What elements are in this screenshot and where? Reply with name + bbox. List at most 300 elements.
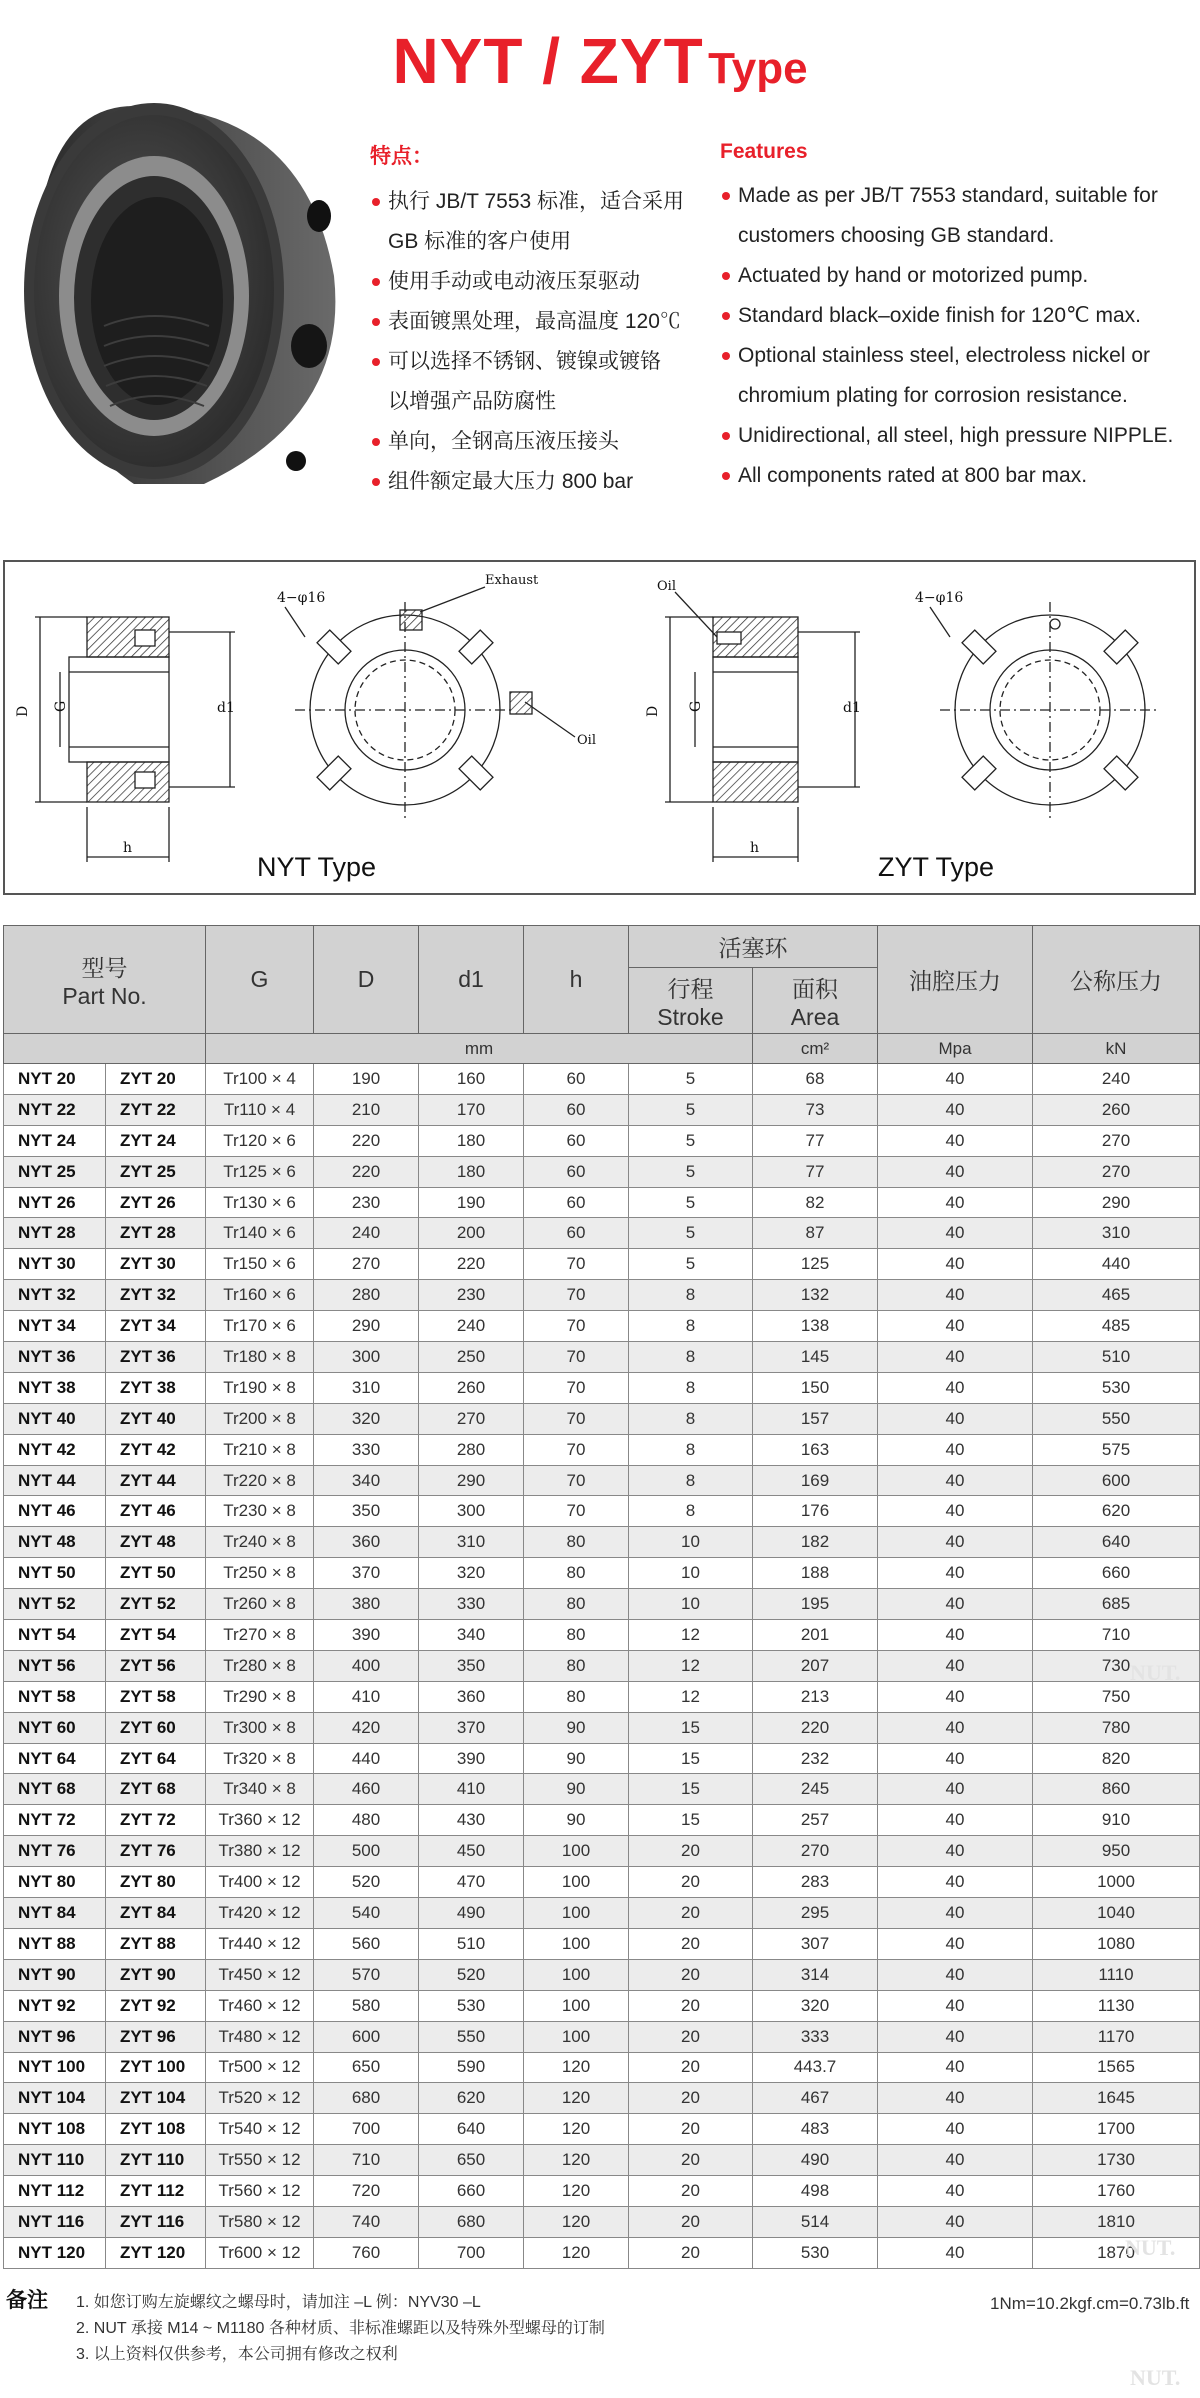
zyt-type-label: ZYT Type <box>878 852 995 882</box>
feature-cn-item: 单向，全钢高压液压接头 <box>370 422 710 462</box>
spec-cell: 310 <box>419 1527 524 1558</box>
part-no-cell: ZYT 34 <box>106 1311 206 1342</box>
watermark-bottom: NUT. <box>1130 2365 1181 2390</box>
spec-cell: 1170 <box>1033 2021 1200 2052</box>
spec-cell: 40 <box>878 1218 1033 1249</box>
table-row <box>4 1805 1200 1836</box>
spec-cell: 40 <box>878 1496 1033 1527</box>
spec-cell: 20 <box>629 1836 753 1867</box>
table-row <box>4 1743 1200 1774</box>
header-piston: 活塞环 <box>629 926 878 968</box>
unit-blank <box>4 1034 206 1064</box>
spec-cell: Tr100 × 4 <box>206 1064 314 1095</box>
spec-cell: 220 <box>753 1712 878 1743</box>
unit-force: kN <box>1033 1034 1200 1064</box>
spec-cell: 440 <box>1033 1249 1200 1280</box>
table-row <box>4 2145 1200 2176</box>
spec-cell: 70 <box>524 1465 629 1496</box>
part-no-cell: NYT 58 <box>4 1681 106 1712</box>
header-part-en: Part No. <box>62 982 147 1009</box>
spec-cell: 5 <box>629 1064 753 1095</box>
spec-cell: Tr600 × 12 <box>206 2237 314 2268</box>
spec-cell: 40 <box>878 1712 1033 1743</box>
spec-cell: 8 <box>629 1496 753 1527</box>
spec-cell: 245 <box>753 1774 878 1805</box>
spec-cell: 485 <box>1033 1311 1200 1342</box>
spec-cell: 100 <box>524 1867 629 1898</box>
spec-cell: 8 <box>629 1311 753 1342</box>
header-nominal-force: 公称压力 <box>1033 926 1200 1034</box>
exhaust-label: Exhaust <box>485 573 539 588</box>
feature-en-item: Made as per JB/T 7553 standard, suitable for <box>720 176 1200 216</box>
part-no-cell: NYT 100 <box>4 2052 106 2083</box>
header-D: D <box>314 926 419 1034</box>
part-no-cell: NYT 116 <box>4 2206 106 2237</box>
spec-cell: Tr360 × 12 <box>206 1805 314 1836</box>
spec-cell: 280 <box>419 1434 524 1465</box>
spec-cell: Tr580 × 12 <box>206 2206 314 2237</box>
nyt-type-label: NYT Type <box>257 852 377 882</box>
spec-cell: 1040 <box>1033 1898 1200 1929</box>
spec-cell: Tr440 × 12 <box>206 1928 314 1959</box>
spec-cell: 270 <box>419 1403 524 1434</box>
spec-cell: 620 <box>1033 1496 1200 1527</box>
spec-cell: 120 <box>524 2206 629 2237</box>
spec-cell: 100 <box>524 1928 629 1959</box>
watermark-low: NUT. <box>1125 2235 1176 2260</box>
spec-cell: Tr240 × 8 <box>206 1527 314 1558</box>
spec-cell: 90 <box>524 1774 629 1805</box>
spec-cell: 400 <box>314 1650 419 1681</box>
header-h: h <box>524 926 629 1034</box>
spec-cell: 60 <box>524 1218 629 1249</box>
spec-cell: 40 <box>878 1650 1033 1681</box>
spec-cell: 40 <box>878 1342 1033 1373</box>
spec-cell: 40 <box>878 1280 1033 1311</box>
spec-cell: Tr380 × 12 <box>206 1836 314 1867</box>
spec-cell: 70 <box>524 1311 629 1342</box>
feature-cn-item: GB 标准的客户使用 <box>388 230 572 253</box>
spec-cell: 40 <box>878 1774 1033 1805</box>
table-row <box>4 1836 1200 1867</box>
spec-cell: 60 <box>524 1094 629 1125</box>
spec-cell: 1130 <box>1033 1990 1200 2021</box>
spec-cell: 40 <box>878 1403 1033 1434</box>
spec-cell: Tr120 × 6 <box>206 1125 314 1156</box>
spec-cell: 257 <box>753 1805 878 1836</box>
table-row <box>4 2237 1200 2268</box>
spec-cell: Tr180 × 8 <box>206 1342 314 1373</box>
table-row <box>4 1156 1200 1187</box>
part-no-cell: ZYT 90 <box>106 1959 206 1990</box>
spec-cell: 260 <box>1033 1094 1200 1125</box>
spec-cell: Tr550 × 12 <box>206 2145 314 2176</box>
table-row <box>4 1218 1200 1249</box>
spec-cell: Tr520 × 12 <box>206 2083 314 2114</box>
spec-cell: 40 <box>878 2206 1033 2237</box>
header-d1: d1 <box>419 926 524 1034</box>
spec-cell: Tr260 × 8 <box>206 1589 314 1620</box>
feature-cn-item: 使用手动或电动液压泵驱动 <box>370 262 710 302</box>
spec-cell: 40 <box>878 1620 1033 1651</box>
part-no-cell: ZYT 25 <box>106 1156 206 1187</box>
spec-cell: 8 <box>629 1434 753 1465</box>
spec-cell: 40 <box>878 1434 1033 1465</box>
spec-cell: 70 <box>524 1372 629 1403</box>
spec-cell: 70 <box>524 1434 629 1465</box>
part-no-cell: ZYT 38 <box>106 1372 206 1403</box>
spec-cell: 20 <box>629 2237 753 2268</box>
feature-cn-item: 执行 JB/T 7553 标准，适合采用 <box>370 182 710 222</box>
header-G: G <box>206 926 314 1034</box>
spec-cell: 700 <box>314 2114 419 2145</box>
spec-cell: 1080 <box>1033 1928 1200 1959</box>
spec-cell: Tr150 × 6 <box>206 1249 314 1280</box>
part-no-cell: NYT 80 <box>4 1867 106 1898</box>
part-no-cell: NYT 54 <box>4 1620 106 1651</box>
part-no-cell: ZYT 26 <box>106 1187 206 1218</box>
feature-en-item: Actuated by hand or motorized pump. <box>720 256 1200 296</box>
spec-cell: 70 <box>524 1496 629 1527</box>
part-no-cell: NYT 25 <box>4 1156 106 1187</box>
spec-cell: 483 <box>753 2114 878 2145</box>
spec-cell: 80 <box>524 1650 629 1681</box>
spec-cell: 40 <box>878 1527 1033 1558</box>
spec-cell: 330 <box>314 1434 419 1465</box>
spec-cell: 20 <box>629 2206 753 2237</box>
spec-cell: 82 <box>753 1187 878 1218</box>
dim-h-zyt: h <box>750 840 760 856</box>
spec-cell: 40 <box>878 1156 1033 1187</box>
features-chinese <box>370 140 710 502</box>
part-no-cell: NYT 34 <box>4 1311 106 1342</box>
spec-cell: 20 <box>629 1959 753 1990</box>
feature-en-item: Optional stainless steel, electroless nickel or <box>720 336 1200 376</box>
spec-cell: 420 <box>314 1712 419 1743</box>
spec-cell: 300 <box>314 1342 419 1373</box>
spec-cell: 138 <box>753 1311 878 1342</box>
spec-cell: 182 <box>753 1527 878 1558</box>
header-stroke-en: Stroke <box>657 1003 724 1030</box>
spec-cell: 340 <box>314 1465 419 1496</box>
spec-cell: 390 <box>314 1620 419 1651</box>
spec-cell: 15 <box>629 1805 753 1836</box>
spec-cell: 20 <box>629 1898 753 1929</box>
spec-cell: 1870 <box>1033 2237 1200 2268</box>
part-no-cell: ZYT 76 <box>106 1836 206 1867</box>
spec-cell: 40 <box>878 2176 1033 2207</box>
spec-cell: Tr450 × 12 <box>206 1959 314 1990</box>
spec-cell: 232 <box>753 1743 878 1774</box>
spec-cell: Tr110 × 4 <box>206 1094 314 1125</box>
spec-cell: 370 <box>419 1712 524 1743</box>
spec-cell: Tr170 × 6 <box>206 1311 314 1342</box>
table-row <box>4 1681 1200 1712</box>
table-row <box>4 1928 1200 1959</box>
spec-cell: 430 <box>419 1805 524 1836</box>
spec-cell: 190 <box>419 1187 524 1218</box>
part-no-cell: NYT 84 <box>4 1898 106 1929</box>
spec-cell: 207 <box>753 1650 878 1681</box>
dim-D-zyt: D <box>645 705 661 717</box>
spec-cell: 188 <box>753 1558 878 1589</box>
spec-cell: 40 <box>878 2083 1033 2114</box>
part-no-cell: NYT 44 <box>4 1465 106 1496</box>
spec-cell: 20 <box>629 1990 753 2021</box>
spec-cell: 40 <box>878 1681 1033 1712</box>
spec-cell: 90 <box>524 1712 629 1743</box>
table-row <box>4 1372 1200 1403</box>
table-row <box>4 1187 1200 1218</box>
part-no-cell: ZYT 58 <box>106 1681 206 1712</box>
spec-cell: 80 <box>524 1681 629 1712</box>
spec-cell: 40 <box>878 1311 1033 1342</box>
spec-cell: Tr140 × 6 <box>206 1218 314 1249</box>
part-no-cell: ZYT 44 <box>106 1465 206 1496</box>
feature-en-item: Standard black–oxide finish for 120℃ max. <box>720 296 1200 336</box>
spec-cell: 220 <box>419 1249 524 1280</box>
spec-cell: 5 <box>629 1187 753 1218</box>
spec-cell: 8 <box>629 1372 753 1403</box>
table-row <box>4 2206 1200 2237</box>
spec-cell: 1700 <box>1033 2114 1200 2145</box>
spec-cell: 120 <box>524 2176 629 2207</box>
spec-cell: Tr540 × 12 <box>206 2114 314 2145</box>
spec-cell: 270 <box>314 1249 419 1280</box>
part-no-cell: ZYT 50 <box>106 1558 206 1589</box>
spec-cell: 290 <box>419 1465 524 1496</box>
spec-cell: 60 <box>524 1156 629 1187</box>
dim-h-nyt: h <box>123 840 133 856</box>
table-row <box>4 2176 1200 2207</box>
spec-cell: 450 <box>419 1836 524 1867</box>
spec-cell: 40 <box>878 2237 1033 2268</box>
part-no-cell: NYT 92 <box>4 1990 106 2021</box>
table-row <box>4 1064 1200 1095</box>
feature-en-item: Unidirectional, all steel, high pressure NIPPLE. <box>720 416 1200 456</box>
spec-cell: 40 <box>878 2021 1033 2052</box>
part-no-cell: NYT 52 <box>4 1589 106 1620</box>
spec-cell: 740 <box>314 2206 419 2237</box>
header-area-en: Area <box>790 1003 840 1030</box>
spec-cell: Tr230 × 8 <box>206 1496 314 1527</box>
part-no-cell: NYT 56 <box>4 1650 106 1681</box>
spec-cell: Tr300 × 8 <box>206 1712 314 1743</box>
spec-cell: 5 <box>629 1218 753 1249</box>
table-row <box>4 2052 1200 2083</box>
part-no-cell: ZYT 40 <box>106 1403 206 1434</box>
drawing-svg <box>5 562 1194 893</box>
spec-cell: 20 <box>629 2176 753 2207</box>
spec-cell: 120 <box>524 2083 629 2114</box>
spec-cell: 150 <box>753 1372 878 1403</box>
part-no-cell: ZYT 52 <box>106 1589 206 1620</box>
spec-cell: 60 <box>524 1064 629 1095</box>
spec-cell: 650 <box>419 2145 524 2176</box>
spec-cell: 390 <box>419 1743 524 1774</box>
table-row <box>4 1527 1200 1558</box>
spec-cell: 80 <box>524 1527 629 1558</box>
spec-cell: 230 <box>314 1187 419 1218</box>
spec-cell: 170 <box>419 1094 524 1125</box>
table-row <box>4 1650 1200 1681</box>
spec-cell: 70 <box>524 1249 629 1280</box>
part-no-cell: ZYT 104 <box>106 2083 206 2114</box>
features-en-heading: Features <box>720 140 808 163</box>
spec-cell: 176 <box>753 1496 878 1527</box>
unit-pressure: Mpa <box>878 1034 1033 1064</box>
spec-cell: 510 <box>419 1928 524 1959</box>
note-item: 3. 以上资料仅供参考，本公司拥有修改之权利 <box>76 2346 398 2363</box>
spec-cell: 760 <box>314 2237 419 2268</box>
spec-cell: 200 <box>419 1218 524 1249</box>
spec-cell: 640 <box>1033 1527 1200 1558</box>
spec-cell: Tr200 × 8 <box>206 1403 314 1434</box>
spec-cell: 10 <box>629 1558 753 1589</box>
spec-cell: 350 <box>314 1496 419 1527</box>
part-no-cell: NYT 22 <box>4 1094 106 1125</box>
spec-cell: 1645 <box>1033 2083 1200 2114</box>
spec-cell: 12 <box>629 1681 753 1712</box>
part-no-cell: NYT 42 <box>4 1434 106 1465</box>
unit-conversion: 1Nm=10.2kgf.cm=0.73lb.ft <box>990 2294 1190 2313</box>
spec-cell: 70 <box>524 1403 629 1434</box>
part-no-cell: NYT 48 <box>4 1527 106 1558</box>
spec-cell: 12 <box>629 1650 753 1681</box>
part-no-cell: NYT 88 <box>4 1928 106 1959</box>
spec-cell: 680 <box>419 2206 524 2237</box>
spec-cell: 60 <box>524 1187 629 1218</box>
spec-cell: 283 <box>753 1867 878 1898</box>
spec-cell: 490 <box>419 1898 524 1929</box>
spec-cell: 201 <box>753 1620 878 1651</box>
spec-cell: 40 <box>878 1465 1033 1496</box>
table-row <box>4 1959 1200 1990</box>
part-no-cell: NYT 64 <box>4 1743 106 1774</box>
spec-cell: 100 <box>524 1959 629 1990</box>
spec-cell: 540 <box>314 1898 419 1929</box>
feature-cn-item: 以增强产品防腐性 <box>388 390 556 413</box>
table-row <box>4 1496 1200 1527</box>
spec-cell: 330 <box>419 1589 524 1620</box>
part-no-cell: NYT 60 <box>4 1712 106 1743</box>
spec-cell: 60 <box>524 1125 629 1156</box>
spec-cell: 380 <box>314 1589 419 1620</box>
spec-cell: 685 <box>1033 1589 1200 1620</box>
spec-cell: 20 <box>629 2145 753 2176</box>
spec-cell: 260 <box>419 1372 524 1403</box>
spec-cell: 465 <box>1033 1280 1200 1311</box>
spec-cell: 600 <box>1033 1465 1200 1496</box>
spec-cell: Tr420 × 12 <box>206 1898 314 1929</box>
spec-cell: 195 <box>753 1589 878 1620</box>
spec-cell: 240 <box>1033 1064 1200 1095</box>
table-row <box>4 1558 1200 1589</box>
part-no-cell: ZYT 96 <box>106 2021 206 2052</box>
header-part-no <box>4 926 206 1034</box>
spec-cell: 520 <box>419 1959 524 1990</box>
holes-label-zyt: 4−φ16 <box>915 590 964 606</box>
unit-mm: mm <box>206 1034 753 1064</box>
part-no-cell: NYT 46 <box>4 1496 106 1527</box>
spec-cell: 5 <box>629 1249 753 1280</box>
features-english <box>720 140 1200 496</box>
spec-cell: 8 <box>629 1280 753 1311</box>
spec-cell: 40 <box>878 1898 1033 1929</box>
spec-cell: 310 <box>1033 1218 1200 1249</box>
table-row <box>4 1403 1200 1434</box>
spec-cell: Tr160 × 6 <box>206 1280 314 1311</box>
spec-cell: 710 <box>314 2145 419 2176</box>
header-stroke-cn: 行程 <box>667 975 714 1002</box>
spec-cell: Tr125 × 6 <box>206 1156 314 1187</box>
spec-table <box>3 925 1200 2269</box>
spec-cell: 250 <box>419 1342 524 1373</box>
spec-cell: 1000 <box>1033 1867 1200 1898</box>
header-area-cn: 面积 <box>792 975 838 1002</box>
spec-cell: 340 <box>419 1620 524 1651</box>
spec-cell: 220 <box>314 1125 419 1156</box>
spec-cell: 40 <box>878 1805 1033 1836</box>
header-area <box>753 968 878 1034</box>
spec-cell: 213 <box>753 1681 878 1712</box>
spec-cell: 680 <box>314 2083 419 2114</box>
spec-cell: 470 <box>419 1867 524 1898</box>
spec-cell: 125 <box>753 1249 878 1280</box>
spec-cell: 498 <box>753 2176 878 2207</box>
table-row <box>4 1280 1200 1311</box>
spec-cell: 100 <box>524 1836 629 1867</box>
spec-cell: 530 <box>1033 1372 1200 1403</box>
spec-cell: 100 <box>524 1990 629 2021</box>
part-no-cell: NYT 104 <box>4 2083 106 2114</box>
dim-d1-zyt: d1 <box>843 700 861 716</box>
spec-cell: Tr290 × 8 <box>206 1681 314 1712</box>
spec-cell: Tr190 × 8 <box>206 1372 314 1403</box>
spec-cell: 290 <box>1033 1187 1200 1218</box>
spec-cell: 443.7 <box>753 2052 878 2083</box>
spec-cell: 490 <box>753 2145 878 2176</box>
spec-cell: 120 <box>524 2237 629 2268</box>
part-no-cell: NYT 96 <box>4 2021 106 2052</box>
part-no-cell: NYT 32 <box>4 1280 106 1311</box>
spec-cell: Tr560 × 12 <box>206 2176 314 2207</box>
spec-cell: 240 <box>419 1311 524 1342</box>
spec-cell: Tr460 × 12 <box>206 1990 314 2021</box>
part-no-cell: ZYT 88 <box>106 1928 206 1959</box>
spec-cell: 320 <box>753 1990 878 2021</box>
spec-cell: 570 <box>314 1959 419 1990</box>
part-no-cell: ZYT 24 <box>106 1125 206 1156</box>
spec-cell: 15 <box>629 1774 753 1805</box>
part-no-cell: ZYT 20 <box>106 1064 206 1095</box>
spec-cell: 550 <box>419 2021 524 2052</box>
spec-cell: 640 <box>419 2114 524 2145</box>
spec-cell: 210 <box>314 1094 419 1125</box>
spec-cell: 180 <box>419 1125 524 1156</box>
spec-cell: 40 <box>878 1125 1033 1156</box>
features-cn-heading: 特点： <box>370 145 433 168</box>
table-row <box>4 1867 1200 1898</box>
table-row <box>4 1342 1200 1373</box>
spec-cell: 40 <box>878 1064 1033 1095</box>
note-item: 2. NUT 承接 M14 ~ M1180 各种材质、非标准螺距以及特殊外型螺母的订制 <box>76 2320 605 2337</box>
part-no-cell: NYT 110 <box>4 2145 106 2176</box>
spec-cell: 163 <box>753 1434 878 1465</box>
notes-label: 备注 <box>6 2289 48 2312</box>
spec-cell: 270 <box>1033 1156 1200 1187</box>
spec-cell: 132 <box>753 1280 878 1311</box>
